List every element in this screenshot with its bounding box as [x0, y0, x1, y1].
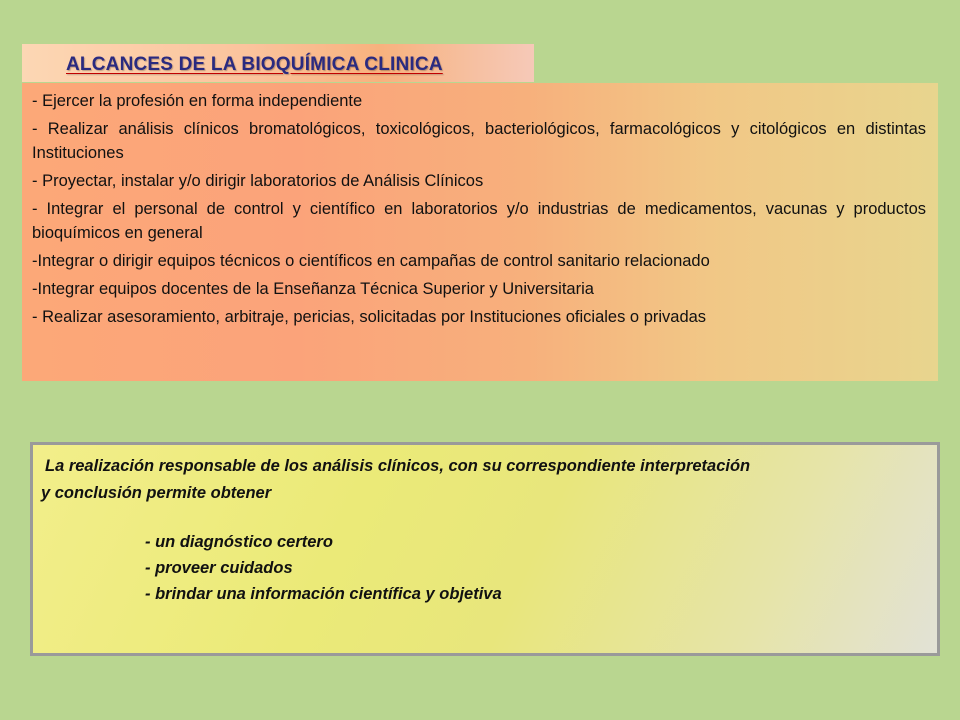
conclusion-intro-line-1: La realización responsable de los análisis clínicos, con su correspondiente interpretación [45, 457, 751, 475]
page-title: ALCANCES DE LA BIOQUÍMICA CLINICA [66, 54, 443, 75]
scope-item: -Integrar equipos docentes de la Enseñanza Técnica Superior y Universitaria [32, 280, 594, 298]
scope-item: - Realizar análisis clínicos bromatológicos, toxicológicos, bacteriológicos, farmacológicos y citológicos en distintas Instituciones [32, 120, 926, 162]
conclusion-intro [41, 453, 925, 507]
outcome-item: - brindar una información científica y objetiva [145, 585, 502, 603]
outcome-item: - proveer cuidados [145, 559, 293, 577]
outcome-item: - un diagnóstico certero [145, 533, 333, 551]
scope-item: - Integrar el personal de control y científico en laboratorios y/o industrias de medicamentos, vacunas y productos bioquímicos en general [32, 200, 926, 242]
scope-item: - Ejercer la profesión en forma independiente [32, 92, 363, 110]
scope-item: - Proyectar, instalar y/o dirigir laboratorios de Análisis Clínicos [32, 172, 484, 190]
title-banner [22, 44, 534, 82]
conclusion-intro-line-2: y conclusión permite obtener [41, 484, 272, 502]
scope-list-panel [22, 83, 938, 381]
outcome-list [41, 529, 925, 607]
scope-item: - Realizar asesoramiento, arbitraje, pericias, solicitadas por Instituciones oficiales o privadas [32, 308, 707, 326]
scope-item: -Integrar o dirigir equipos técnicos o científicos en campañas de control sanitario relacionado [32, 252, 710, 270]
conclusion-panel [30, 442, 940, 656]
